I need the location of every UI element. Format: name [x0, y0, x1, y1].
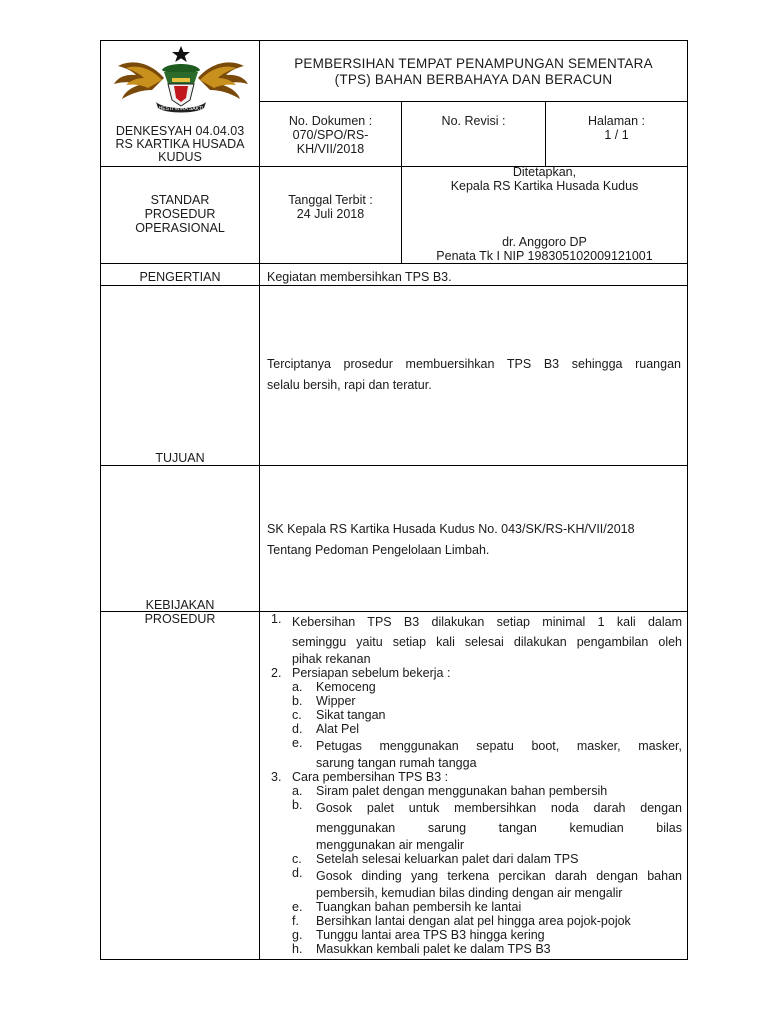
- sop-line1: STANDAR: [150, 193, 210, 207]
- item2-sublist: [292, 680, 682, 770]
- hospital-emblem-logo: [112, 44, 250, 116]
- item2-head: Persiapan sebelum bekerja :: [292, 666, 451, 680]
- doc-number-label: No. Dokumen :: [288, 114, 373, 128]
- column-divider: [259, 40, 260, 960]
- list-item: e. Tuangkan bahan pembersih ke lantai: [292, 900, 522, 914]
- list-item: a. Kemoceng: [292, 680, 376, 694]
- list-item: f. Bersihkan lantai dengan alat pel hingga area pojok-pojok: [292, 914, 631, 928]
- sop-line3: OPERASIONAL: [135, 221, 225, 235]
- item1-line3: pihak rekanan: [292, 652, 371, 666]
- document-title: [260, 56, 687, 88]
- org-block: [100, 125, 260, 164]
- issue-date-value: 24 Juli 2018: [296, 207, 365, 221]
- doc-number-line2: KH/VII/2018: [296, 142, 365, 156]
- prosedur-label: PROSEDUR: [144, 612, 216, 626]
- item3-head: Cara pembersihan TPS B3 :: [292, 770, 449, 784]
- list-item: c. Sikat tangan: [292, 708, 386, 722]
- prosedur-item-3: [268, 770, 682, 956]
- row-divider-pengertian: [100, 285, 688, 286]
- table-border-right: [687, 40, 688, 960]
- tujuan-label: TUJUAN: [155, 451, 205, 465]
- org-line1: DENKESYAH 04.04.03: [115, 124, 245, 138]
- approval-cell: [402, 165, 687, 193]
- prosedur-list: [268, 612, 682, 956]
- item1-line2: seminggu yaitu setiap kali selesai dilakukan pengambilan oleh: [292, 635, 682, 649]
- sop-line2: PROSEDUR: [144, 207, 216, 221]
- page-value: 1 / 1: [604, 128, 629, 142]
- item-number: 2.: [271, 666, 282, 680]
- emblem-wing-right: [198, 62, 248, 99]
- emblem-wing-left: [114, 62, 164, 99]
- list-item: g. Tunggu lantai area TPS B3 hingga kering: [292, 928, 545, 942]
- table-border-left: [100, 40, 101, 960]
- page-label: Halaman :: [588, 114, 645, 128]
- sop-label: [100, 193, 260, 235]
- prosedur-item-2: [268, 666, 682, 770]
- table-border-top: [100, 40, 688, 41]
- signer-name: dr. Anggoro DP: [502, 235, 587, 249]
- approval-kepala: Kepala RS Kartika Husada Kudus: [450, 179, 639, 193]
- item3-sublist: [292, 784, 682, 956]
- title-line2: (TPS) BAHAN BERBAHAYA DAN BERACUN: [334, 72, 613, 87]
- list-item: d. Alat Pel: [292, 722, 360, 736]
- item1-line1: Kebersihan TPS B3 dilakukan setiap minimal 1 kali dalam: [292, 615, 682, 629]
- list-item: b. Gosok palet untuk membersihkan noda darah dengan menggunakan sarung tangan kemudian bilas menggunakan air mengalir: [292, 798, 682, 852]
- org-line3: KUDUS: [158, 150, 202, 164]
- item-number: 1.: [271, 612, 282, 626]
- kebijakan-label: KEBIJAKAN: [145, 598, 215, 612]
- list-item: e. Petugas menggunakan sepatu boot, masker, masker, sarung tangan rumah tangga: [292, 736, 682, 770]
- signer-rank: Penata Tk I NIP 198305102009121001: [436, 249, 653, 263]
- revision-label: No. Revisi :: [441, 114, 506, 128]
- table-border-bottom: [100, 959, 688, 960]
- doc-number-line1: 070/SPO/RS-: [292, 128, 369, 142]
- org-line2: RS KARTIKA HUSADA: [115, 137, 245, 151]
- tujuan-line1: Terciptanya prosedur membuersihkan TPS B3 sehingga ruangan: [267, 357, 681, 371]
- tujuan-line2: selalu bersih, rapi dan teratur.: [267, 378, 432, 392]
- row-divider-title: [259, 101, 688, 102]
- prosedur-item-1: [268, 612, 682, 666]
- list-item: h. Masukkan kembali palet ke dalam TPS B3: [292, 942, 551, 956]
- approval-ditetapkan: Ditetapkan,: [512, 165, 577, 179]
- issue-date-cell: [260, 193, 401, 221]
- title-line1: PEMBERSIHAN TEMPAT PENAMPUNGAN SEMENTARA: [294, 56, 653, 71]
- kebijakan-line2: Tentang Pedoman Pengelolaan Limbah.: [267, 543, 490, 557]
- kebijakan-line1: SK Kepala RS Kartika Husada Kudus No. 043/SK/RS-KH/VII/2018: [267, 522, 635, 536]
- list-item: d. Gosok dinding yang terkena percikan darah dengan bahan pembersih, kemudian bilas dinding dengan air mengalir: [292, 866, 682, 900]
- item-number: 3.: [271, 770, 282, 784]
- doc-number-cell: [260, 114, 401, 156]
- signer-block: [402, 235, 687, 263]
- issue-date-label: Tanggal Terbit :: [288, 193, 373, 207]
- pengertian-text: Kegiatan membersihkan TPS B3.: [267, 270, 452, 284]
- page-cell: [546, 114, 687, 142]
- list-item: c. Setelah selesai keluarkan palet dari dalam TPS: [292, 852, 579, 866]
- emblem-star: [172, 46, 190, 62]
- list-item: a. Siram palet dengan menggunakan bahan pembersih: [292, 784, 608, 798]
- row-divider-tujuan: [100, 465, 688, 466]
- logo-motto: HESTI WIRA SAKTI: [158, 106, 204, 112]
- pengertian-label: PENGERTIAN: [139, 270, 221, 284]
- list-item: b. Wipper: [292, 694, 356, 708]
- row-divider-sop: [100, 263, 688, 264]
